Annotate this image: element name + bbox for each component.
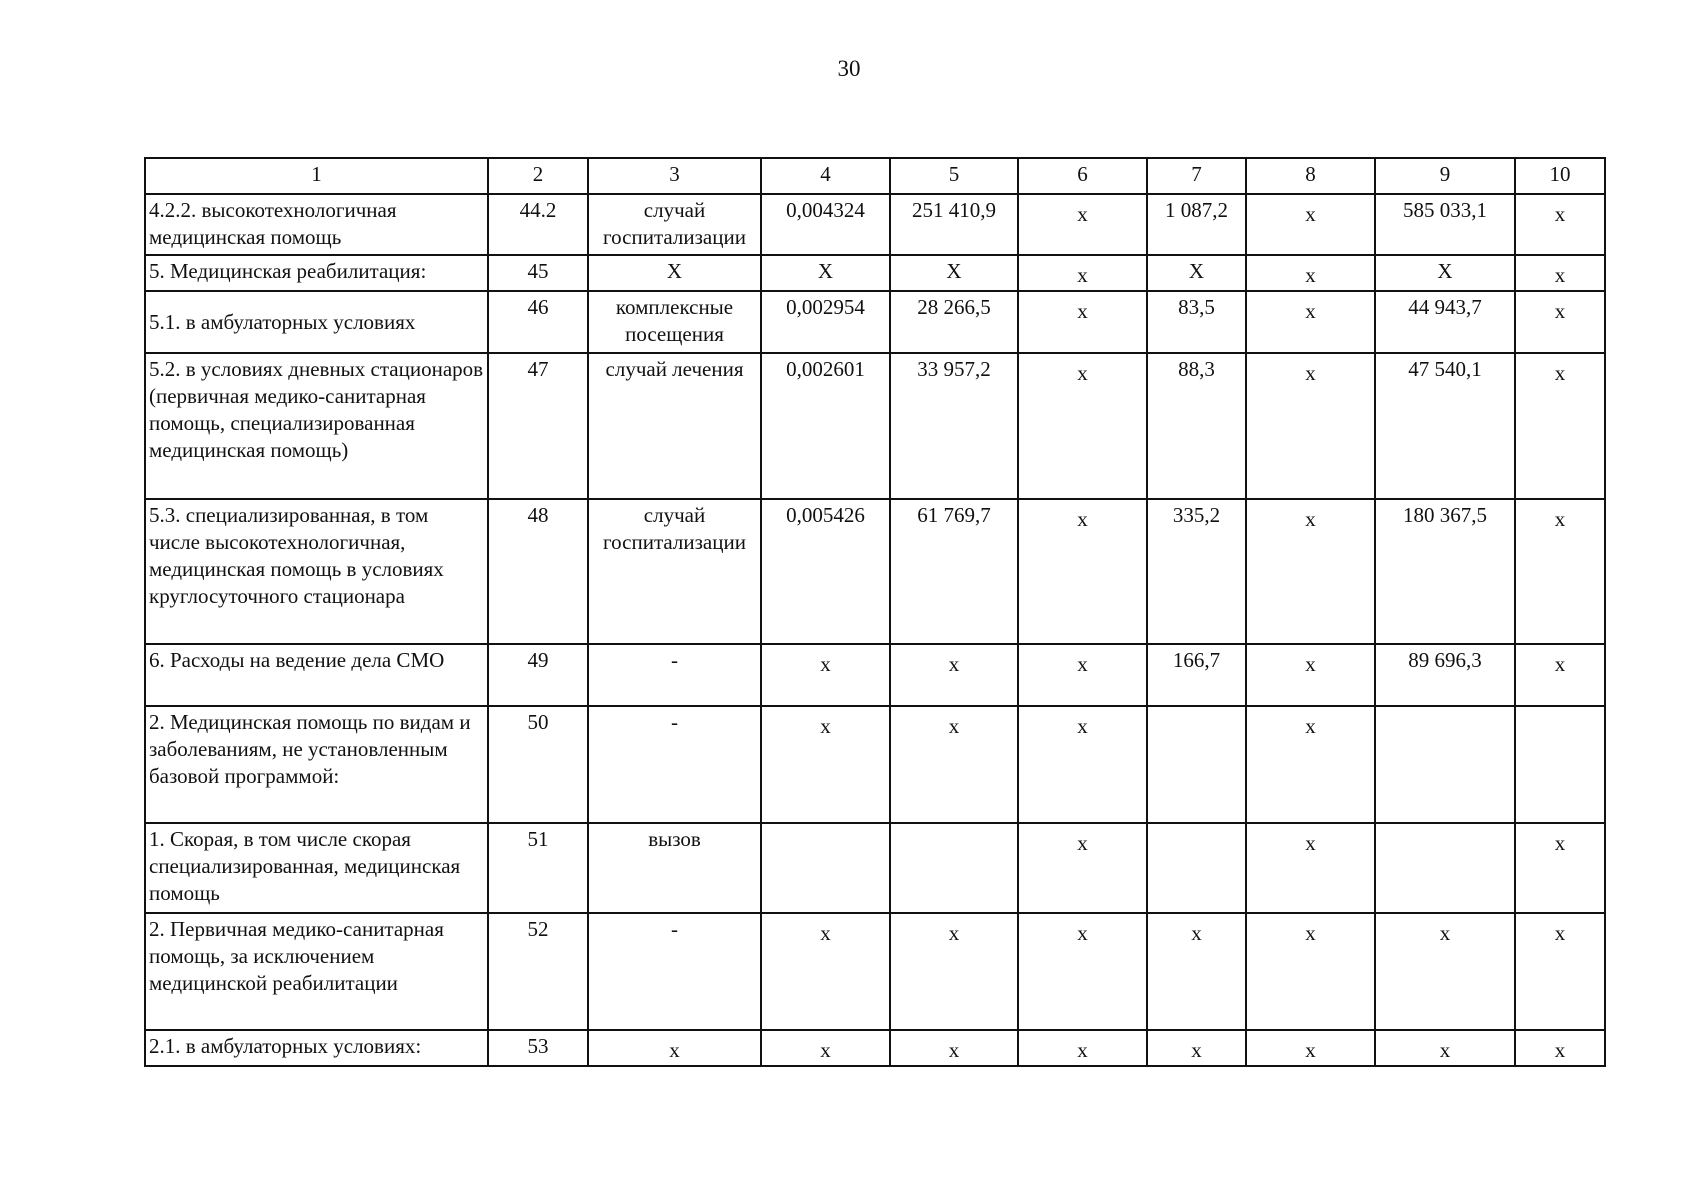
value-cell-4: Х [761,255,890,291]
line-number-cell: 47 [488,353,588,499]
value-cell-9: х [1375,1030,1515,1066]
column-header: 4 [761,158,890,194]
value-cell-4: х [761,913,890,1030]
line-number-cell: 48 [488,499,588,644]
data-table-container [144,157,1604,1067]
value-cell-6: х [1018,255,1147,291]
value-cell-8: х [1246,706,1375,823]
line-number-cell: 50 [488,706,588,823]
value-cell-7: х [1147,913,1246,1030]
value-cell-9 [1375,706,1515,823]
unit-cell: - [588,644,761,706]
unit-cell: - [588,913,761,1030]
table-row [145,291,1605,353]
column-header: 9 [1375,158,1515,194]
column-header: 2 [488,158,588,194]
line-number-cell: 51 [488,823,588,913]
value-cell-6: х [1018,1030,1147,1066]
value-cell-6: х [1018,823,1147,913]
value-cell-7: 166,7 [1147,644,1246,706]
value-cell-7: 83,5 [1147,291,1246,353]
value-cell-7: 335,2 [1147,499,1246,644]
value-cell-5: 33 957,2 [890,353,1018,499]
value-cell-9: 180 367,5 [1375,499,1515,644]
value-cell-4: 0,004324 [761,194,890,255]
table-row [145,353,1605,499]
table-row [145,706,1605,823]
line-number-cell: 52 [488,913,588,1030]
value-cell-10: х [1515,823,1605,913]
value-cell-5: х [890,1030,1018,1066]
table-row [145,194,1605,255]
value-cell-10: х [1515,1030,1605,1066]
value-cell-8: х [1246,1030,1375,1066]
value-cell-7: 88,3 [1147,353,1246,499]
unit-cell: Х [588,255,761,291]
row-name-cell: 6. Расходы на ведение дела СМО [145,644,488,706]
column-header: 6 [1018,158,1147,194]
value-cell-4 [761,823,890,913]
value-cell-6: х [1018,499,1147,644]
line-number-cell: 44.2 [488,194,588,255]
line-number-cell: 46 [488,291,588,353]
unit-cell: вызов [588,823,761,913]
column-header: 1 [145,158,488,194]
unit-cell: - [588,706,761,823]
value-cell-6: х [1018,913,1147,1030]
value-cell-5: Х [890,255,1018,291]
value-cell-4: 0,005426 [761,499,890,644]
page-number: 30 [837,56,861,81]
column-header: 3 [588,158,761,194]
value-cell-7: х [1147,1030,1246,1066]
value-cell-7: Х [1147,255,1246,291]
value-cell-4: 0,002601 [761,353,890,499]
value-cell-8: х [1246,823,1375,913]
value-cell-9: Х [1375,255,1515,291]
value-cell-9: 44 943,7 [1375,291,1515,353]
value-cell-10: х [1515,499,1605,644]
row-name-cell: 4.2.2. высокотехнологичная медицинская помощь [145,194,488,255]
row-name-cell: 2.1. в амбулаторных условиях: [145,1030,488,1066]
value-cell-4: х [761,1030,890,1066]
data-table [144,157,1606,1067]
value-cell-9 [1375,823,1515,913]
table-row [145,823,1605,913]
value-cell-6: х [1018,194,1147,255]
value-cell-4: 0,002954 [761,291,890,353]
header-row [145,158,1605,194]
value-cell-6: х [1018,353,1147,499]
unit-cell: комплексные посещения [588,291,761,353]
column-header: 8 [1246,158,1375,194]
row-name-cell: 2. Медицинская помощь по видам и заболеваниям, не установленным базовой программой: [145,706,488,823]
table-row [145,499,1605,644]
value-cell-8: х [1246,644,1375,706]
line-number-cell: 45 [488,255,588,291]
value-cell-8: х [1246,194,1375,255]
value-cell-4: х [761,706,890,823]
row-name-cell: 1. Скорая, в том числе скорая специализированная, медицинская помощь [145,823,488,913]
value-cell-6: х [1018,291,1147,353]
row-name-cell: 5. Медицинская реабилитация: [145,255,488,291]
value-cell-10: х [1515,255,1605,291]
column-header: 10 [1515,158,1605,194]
line-number-cell: 49 [488,644,588,706]
table-row [145,644,1605,706]
value-cell-7 [1147,823,1246,913]
value-cell-6: х [1018,644,1147,706]
value-cell-10: х [1515,291,1605,353]
value-cell-9: 585 033,1 [1375,194,1515,255]
value-cell-5: х [890,706,1018,823]
unit-cell: х [588,1030,761,1066]
value-cell-5: 28 266,5 [890,291,1018,353]
value-cell-5: х [890,644,1018,706]
value-cell-10 [1515,706,1605,823]
table-row [145,255,1605,291]
value-cell-10: х [1515,353,1605,499]
column-header: 7 [1147,158,1246,194]
unit-cell: случай госпитализации [588,194,761,255]
value-cell-7 [1147,706,1246,823]
unit-cell: случай госпитализации [588,499,761,644]
value-cell-10: х [1515,194,1605,255]
row-name-cell: 5.2. в условиях дневных стационаров (первичная медико-санитарная помощь, специализированная медицинская помощь) [145,353,488,499]
table-row [145,1030,1605,1066]
column-header: 5 [890,158,1018,194]
value-cell-5: 61 769,7 [890,499,1018,644]
line-number-cell: 53 [488,1030,588,1066]
value-cell-8: х [1246,255,1375,291]
unit-cell: случай лечения [588,353,761,499]
value-cell-6: х [1018,706,1147,823]
value-cell-8: х [1246,499,1375,644]
value-cell-9: 89 696,3 [1375,644,1515,706]
value-cell-5 [890,823,1018,913]
row-name-cell: 5.3. специализированная, в том числе высокотехнологичная, медицинская помощь в условиях круглосуточного стационара [145,499,488,644]
table-row [145,913,1605,1030]
value-cell-10: х [1515,644,1605,706]
value-cell-5: 251 410,9 [890,194,1018,255]
value-cell-9: х [1375,913,1515,1030]
row-name-cell: 2. Первичная медико-санитарная помощь, за исключением медицинской реабилитации [145,913,488,1030]
value-cell-7: 1 087,2 [1147,194,1246,255]
value-cell-8: х [1246,353,1375,499]
value-cell-8: х [1246,913,1375,1030]
value-cell-4: х [761,644,890,706]
row-name-cell: 5.1. в амбулаторных условиях [145,291,488,353]
value-cell-9: 47 540,1 [1375,353,1515,499]
value-cell-8: х [1246,291,1375,353]
value-cell-5: х [890,913,1018,1030]
value-cell-10: х [1515,913,1605,1030]
